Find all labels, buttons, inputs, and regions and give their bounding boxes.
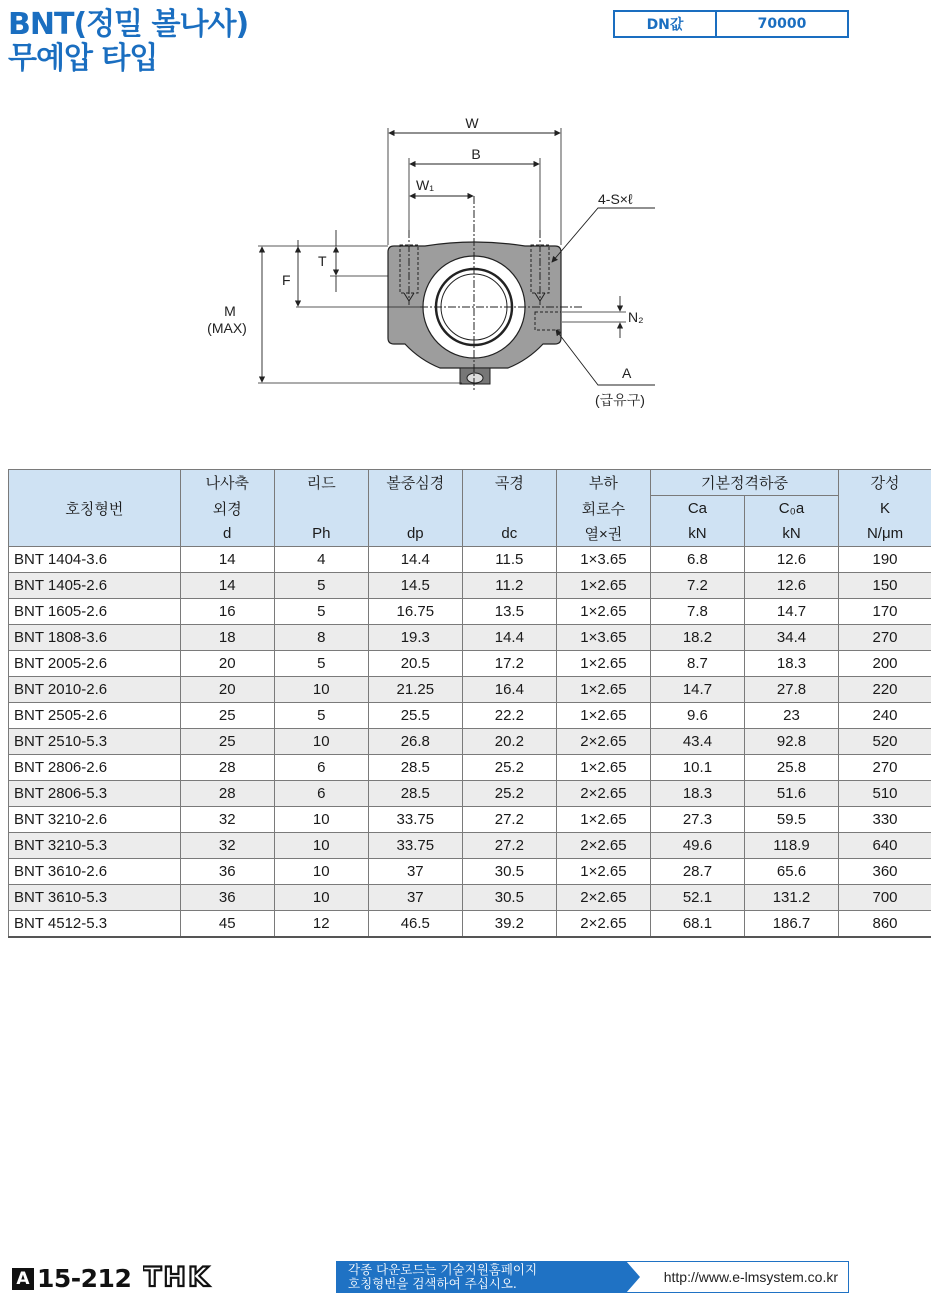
dim-label-a: A [622, 365, 632, 381]
cell-shaft-dia: 16 [180, 599, 274, 625]
dn-label: DN값 [615, 12, 717, 36]
header-pcd: 볼중심경 [368, 470, 462, 496]
cell-ca: 14.7 [650, 677, 744, 703]
cell-stiffness: 220 [839, 677, 931, 703]
cell-pcd: 28.5 [368, 781, 462, 807]
spec-table-body [9, 547, 931, 938]
cell-c0a: 34.4 [744, 625, 838, 651]
page-number [12, 1264, 131, 1293]
cell-c0a: 12.6 [744, 547, 838, 573]
cell-lead: 10 [274, 729, 368, 755]
table-row [9, 625, 931, 651]
cell-model: BNT 1605-2.6 [9, 599, 181, 625]
header-load-2: 회로수 [556, 496, 650, 522]
cell-model: BNT 1808-3.6 [9, 625, 181, 651]
cell-model: BNT 2505-2.6 [9, 703, 181, 729]
page-number-text: 15-212 [37, 1264, 132, 1293]
header-root-unit: dc [462, 521, 556, 547]
cell-ca: 49.6 [650, 833, 744, 859]
header-ca-unit: kN [650, 521, 744, 547]
cell-c0a: 23 [744, 703, 838, 729]
title-line-1: BNT(정밀 볼나사) [8, 7, 249, 42]
cell-model: BNT 3610-2.6 [9, 859, 181, 885]
table-row [9, 807, 931, 833]
cell-model: BNT 3210-5.3 [9, 833, 181, 859]
table-row [9, 911, 931, 938]
cell-load-circuits: 1×2.65 [556, 599, 650, 625]
header-load-3: 열×권 [556, 521, 650, 547]
cell-pcd: 14.5 [368, 573, 462, 599]
cell-lead: 5 [274, 573, 368, 599]
cell-load-circuits: 1×2.65 [556, 859, 650, 885]
cell-c0a: 51.6 [744, 781, 838, 807]
cell-ca: 10.1 [650, 755, 744, 781]
cell-ca: 9.6 [650, 703, 744, 729]
cell-lead: 6 [274, 781, 368, 807]
cell-stiffness: 200 [839, 651, 931, 677]
cell-model: BNT 2806-2.6 [9, 755, 181, 781]
header-load-1: 부하 [556, 470, 650, 496]
cell-root-dia: 27.2 [462, 807, 556, 833]
header-lead-unit: Ph [274, 521, 368, 547]
cell-pcd: 46.5 [368, 911, 462, 938]
cell-pcd: 16.75 [368, 599, 462, 625]
header-stiffness-k: K [839, 496, 931, 522]
cell-load-circuits: 2×2.65 [556, 885, 650, 911]
cell-shaft-dia: 32 [180, 807, 274, 833]
cell-pcd: 37 [368, 859, 462, 885]
cell-c0a: 27.8 [744, 677, 838, 703]
cell-shaft-dia: 20 [180, 677, 274, 703]
cell-root-dia: 11.2 [462, 573, 556, 599]
cell-pcd: 14.4 [368, 547, 462, 573]
cell-stiffness: 270 [839, 625, 931, 651]
cell-load-circuits: 1×2.65 [556, 573, 650, 599]
cell-lead: 10 [274, 677, 368, 703]
cell-stiffness: 150 [839, 573, 931, 599]
banner-url[interactable] [626, 1261, 849, 1293]
cell-lead: 6 [274, 755, 368, 781]
cell-ca: 28.7 [650, 859, 744, 885]
cell-c0a: 59.5 [744, 807, 838, 833]
cell-model: BNT 2005-2.6 [9, 651, 181, 677]
cell-root-dia: 11.5 [462, 547, 556, 573]
thk-logo-text: THK [143, 1263, 211, 1289]
dim-label-n2: N₂ [628, 309, 644, 325]
dn-value-box [613, 10, 849, 38]
cell-c0a: 14.7 [744, 599, 838, 625]
table-row [9, 885, 931, 911]
cell-ca: 6.8 [650, 547, 744, 573]
cell-shaft-dia: 14 [180, 547, 274, 573]
header-shaft-1: 나사축 [180, 470, 274, 496]
cell-lead: 4 [274, 547, 368, 573]
cell-shaft-dia: 25 [180, 703, 274, 729]
cell-c0a: 12.6 [744, 573, 838, 599]
cell-ca: 7.2 [650, 573, 744, 599]
cell-load-circuits: 1×2.65 [556, 755, 650, 781]
cell-load-circuits: 1×2.65 [556, 703, 650, 729]
table-row [9, 651, 931, 677]
cell-lead: 10 [274, 807, 368, 833]
table-row [9, 833, 931, 859]
spec-table [8, 469, 931, 938]
cell-stiffness: 240 [839, 703, 931, 729]
cell-ca: 27.3 [650, 807, 744, 833]
dim-label-t: T [318, 253, 327, 269]
header-rating: 기본정격하중 [650, 470, 838, 496]
download-banner[interactable] [336, 1261, 849, 1293]
dn-value: 70000 [757, 16, 807, 32]
cell-ca: 52.1 [650, 885, 744, 911]
cell-pcd: 26.8 [368, 729, 462, 755]
cell-stiffness: 700 [839, 885, 931, 911]
banner-line-2: 호칭형번을 검색하여 주십시오. [348, 1276, 517, 1291]
dim-label-max: (MAX) [207, 320, 247, 336]
cell-shaft-dia: 28 [180, 755, 274, 781]
cell-root-dia: 30.5 [462, 885, 556, 911]
header-lead-spacer [274, 496, 368, 522]
table-row [9, 703, 931, 729]
cell-shaft-dia: 36 [180, 885, 274, 911]
cell-lead: 12 [274, 911, 368, 938]
cell-ca: 68.1 [650, 911, 744, 938]
table-row [9, 859, 931, 885]
cell-model: BNT 4512-5.3 [9, 911, 181, 938]
cell-pcd: 28.5 [368, 755, 462, 781]
header-c0a-unit: kN [744, 521, 838, 547]
cell-shaft-dia: 28 [180, 781, 274, 807]
section-badge: A [12, 1268, 34, 1290]
cell-pcd: 25.5 [368, 703, 462, 729]
cell-ca: 18.2 [650, 625, 744, 651]
cell-c0a: 65.6 [744, 859, 838, 885]
cell-lead: 5 [274, 651, 368, 677]
dim-label-f: F [282, 272, 291, 288]
table-row [9, 755, 931, 781]
cell-stiffness: 330 [839, 807, 931, 833]
url-link[interactable]: http://www.e-lmsystem.co.kr [663, 1269, 838, 1285]
cell-lead: 8 [274, 625, 368, 651]
cell-root-dia: 14.4 [462, 625, 556, 651]
title-line-2: 무예압 타입 [8, 41, 158, 76]
cell-lead: 10 [274, 859, 368, 885]
cell-ca: 8.7 [650, 651, 744, 677]
cell-load-circuits: 1×2.65 [556, 807, 650, 833]
header-pcd-unit: dp [368, 521, 462, 547]
cell-load-circuits: 1×3.65 [556, 547, 650, 573]
nut-dimension-drawing [190, 105, 670, 415]
cell-root-dia: 39.2 [462, 911, 556, 938]
cell-lead: 10 [274, 885, 368, 911]
cell-stiffness: 510 [839, 781, 931, 807]
dim-label-w1: W₁ [416, 177, 434, 193]
header-root: 곡경 [462, 470, 556, 496]
cell-model: BNT 2806-5.3 [9, 781, 181, 807]
cell-root-dia: 25.2 [462, 755, 556, 781]
table-row [9, 729, 931, 755]
cell-shaft-dia: 25 [180, 729, 274, 755]
cell-shaft-dia: 14 [180, 573, 274, 599]
cell-pcd: 21.25 [368, 677, 462, 703]
cell-lead: 5 [274, 703, 368, 729]
header-root-spacer [462, 496, 556, 522]
banner-line-1: 각종 다운로드는 기술지원홈페이지 [348, 1262, 538, 1277]
cell-pcd: 37 [368, 885, 462, 911]
cell-ca: 43.4 [650, 729, 744, 755]
cell-load-circuits: 2×2.65 [556, 781, 650, 807]
cell-shaft-dia: 36 [180, 859, 274, 885]
cell-ca: 7.8 [650, 599, 744, 625]
header-pcd-spacer [368, 496, 462, 522]
cell-stiffness: 170 [839, 599, 931, 625]
header-ca: Ca [650, 496, 744, 522]
cell-root-dia: 27.2 [462, 833, 556, 859]
dim-label-oil-hole: (급유구) [595, 392, 645, 408]
cell-c0a: 25.8 [744, 755, 838, 781]
header-stiffness: 강성 [839, 470, 931, 496]
cell-load-circuits: 1×2.65 [556, 651, 650, 677]
table-row [9, 781, 931, 807]
page-title [8, 8, 248, 76]
cell-pcd: 20.5 [368, 651, 462, 677]
cell-stiffness: 860 [839, 911, 931, 938]
cell-load-circuits: 2×2.65 [556, 911, 650, 938]
header-model-spacer [9, 470, 181, 496]
cell-root-dia: 13.5 [462, 599, 556, 625]
cell-c0a: 18.3 [744, 651, 838, 677]
cell-pcd: 19.3 [368, 625, 462, 651]
cell-c0a: 186.7 [744, 911, 838, 938]
cell-stiffness: 640 [839, 833, 931, 859]
cell-model: BNT 2010-2.6 [9, 677, 181, 703]
dim-label-bolt: 4-S×ℓ [598, 191, 633, 207]
cell-c0a: 92.8 [744, 729, 838, 755]
cell-pcd: 33.75 [368, 807, 462, 833]
dim-label-m: M [224, 303, 236, 319]
table-row [9, 677, 931, 703]
cell-root-dia: 17.2 [462, 651, 556, 677]
cell-load-circuits: 1×3.65 [556, 625, 650, 651]
banner-message [336, 1261, 626, 1293]
cell-shaft-dia: 32 [180, 833, 274, 859]
header-c0a: C₀a [744, 496, 838, 522]
cell-c0a: 131.2 [744, 885, 838, 911]
cell-root-dia: 20.2 [462, 729, 556, 755]
cell-stiffness: 360 [839, 859, 931, 885]
cell-load-circuits: 2×2.65 [556, 729, 650, 755]
header-shaft-unit: d [180, 521, 274, 547]
cell-model: BNT 1404-3.6 [9, 547, 181, 573]
cell-shaft-dia: 18 [180, 625, 274, 651]
cell-stiffness: 270 [839, 755, 931, 781]
table-row [9, 599, 931, 625]
cell-root-dia: 22.2 [462, 703, 556, 729]
header-model: 호칭형번 [9, 496, 181, 522]
cell-model: BNT 3610-5.3 [9, 885, 181, 911]
cell-load-circuits: 2×2.65 [556, 833, 650, 859]
cell-root-dia: 16.4 [462, 677, 556, 703]
dim-label-w: W [465, 115, 479, 131]
cell-lead: 10 [274, 833, 368, 859]
cell-lead: 5 [274, 599, 368, 625]
header-stiffness-unit: N/μm [839, 521, 931, 547]
dim-label-b: B [471, 146, 481, 162]
cell-shaft-dia: 45 [180, 911, 274, 938]
header-shaft-2: 외경 [180, 496, 274, 522]
table-row [9, 573, 931, 599]
cell-stiffness: 520 [839, 729, 931, 755]
header-lead: 리드 [274, 470, 368, 496]
cell-model: BNT 3210-2.6 [9, 807, 181, 833]
cell-model: BNT 2510-5.3 [9, 729, 181, 755]
cell-load-circuits: 1×2.65 [556, 677, 650, 703]
thk-logo [143, 1263, 229, 1289]
table-row [9, 547, 931, 573]
header-model-bottom [9, 521, 181, 547]
cell-root-dia: 30.5 [462, 859, 556, 885]
cell-c0a: 118.9 [744, 833, 838, 859]
cell-model: BNT 1405-2.6 [9, 573, 181, 599]
cell-stiffness: 190 [839, 547, 931, 573]
cell-ca: 18.3 [650, 781, 744, 807]
cell-root-dia: 25.2 [462, 781, 556, 807]
cell-shaft-dia: 20 [180, 651, 274, 677]
cell-pcd: 33.75 [368, 833, 462, 859]
